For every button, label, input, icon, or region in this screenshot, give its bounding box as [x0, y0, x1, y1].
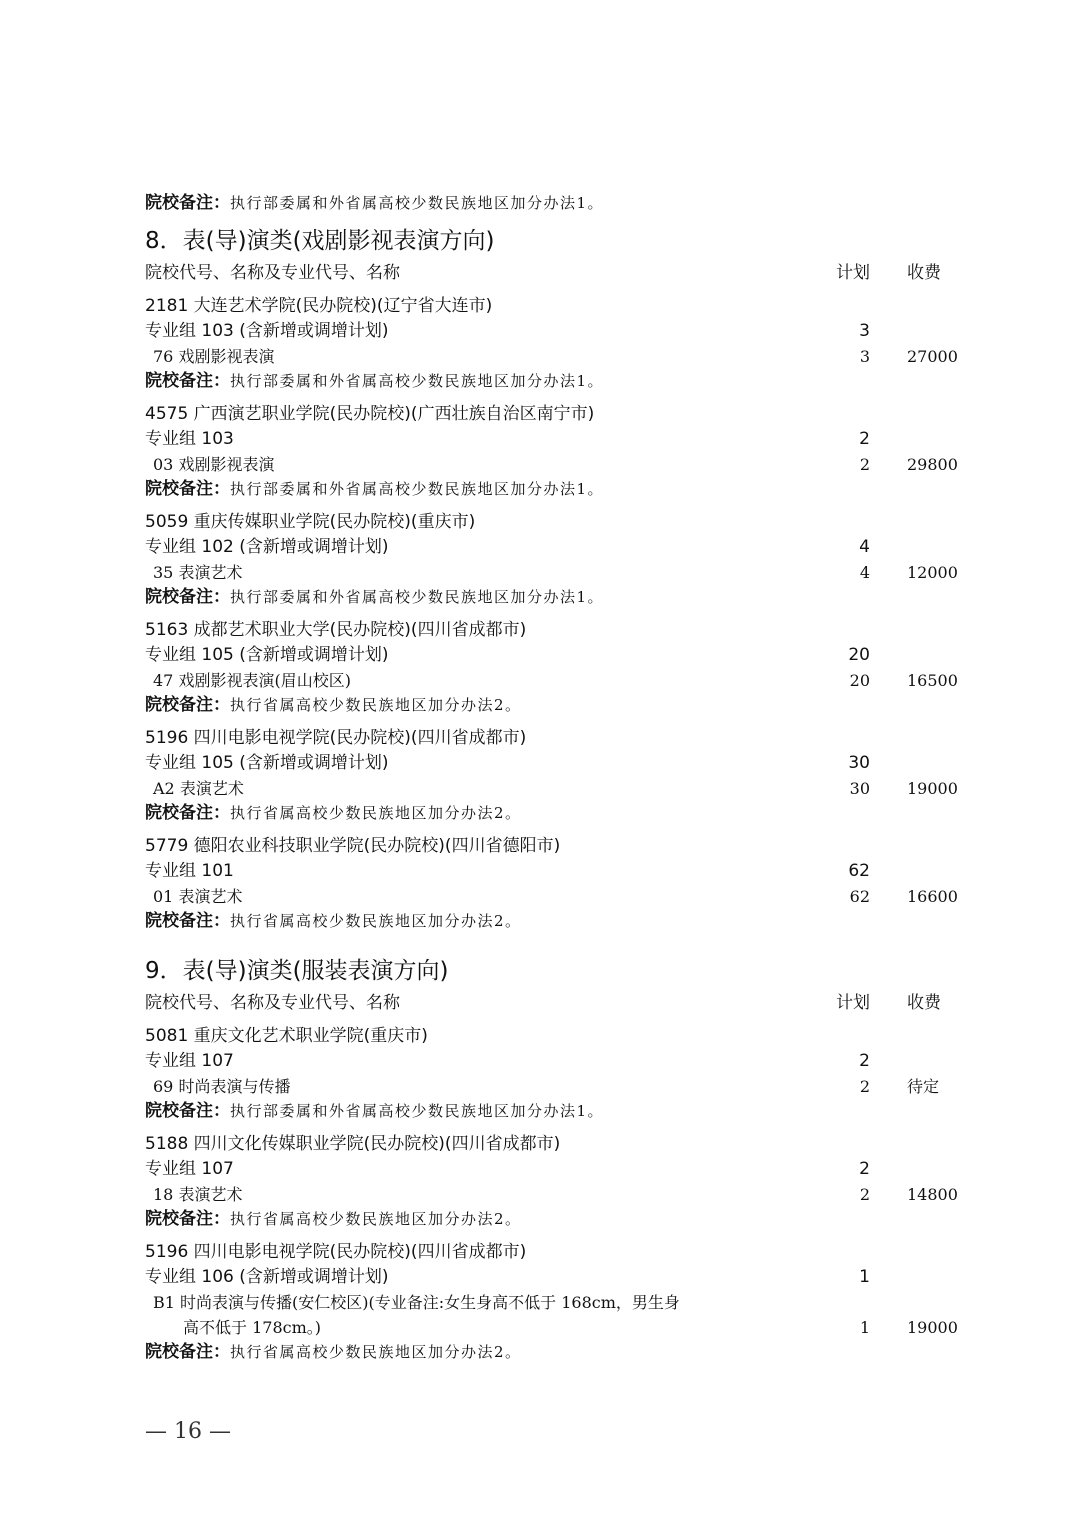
fee-value: 收费	[907, 993, 941, 1013]
fee-value: 19000	[907, 779, 958, 798]
major-row-continued-text: 高不低于 178cm。)	[183, 1318, 322, 1337]
school-name-text: 5188 四川文化传媒职业学院(民办院校)(四川省成都市)	[145, 1134, 561, 1154]
major-row	[145, 452, 965, 477]
plan-value: 2	[859, 429, 870, 449]
fee-value: 14800	[907, 1185, 958, 1204]
school-note	[145, 477, 965, 502]
school-note	[145, 801, 965, 826]
school-note-text	[145, 585, 810, 610]
plan-value: 2	[859, 1185, 870, 1204]
school-note	[145, 693, 965, 718]
plan-value	[810, 726, 870, 751]
major-row-text: 47 戏剧影视表演(眉山校区)	[153, 671, 351, 690]
plan-value: 3	[859, 321, 870, 341]
school-name-text: 5081 重庆文化艺术职业学院(重庆市)	[145, 1026, 428, 1046]
table-header-text: 院校代号、名称及专业代号、名称	[145, 263, 400, 283]
school-note	[145, 1099, 965, 1124]
note-label: 院校备注：	[145, 587, 230, 607]
plan-value: 计划	[836, 263, 870, 283]
school-note	[145, 1340, 965, 1365]
page-number: — 16 —	[145, 1419, 231, 1444]
major-group-text: 专业组 102 (含新增或调增计划)	[145, 537, 389, 557]
major-row	[145, 884, 965, 909]
school-name	[145, 726, 965, 751]
school-entry	[145, 618, 965, 718]
note-label: 院校备注：	[145, 1342, 230, 1362]
major-row-continued	[145, 1315, 965, 1340]
school-entry	[145, 402, 965, 502]
note-label: 院校备注：	[145, 1101, 230, 1121]
school-note-text	[145, 1207, 810, 1232]
fee-value: 收费	[907, 263, 941, 283]
plan-value: 1	[859, 1318, 870, 1337]
major-group-text: 专业组 105 (含新增或调增计划)	[145, 753, 389, 773]
major-group	[145, 1265, 965, 1290]
school-name-text: 4575 广西演艺职业学院(民办院校)(广西壮族自治区南宁市)	[145, 404, 595, 424]
major-row-text: 69 时尚表演与传播	[153, 1077, 291, 1096]
major-group	[145, 535, 965, 560]
major-row-text: 35 表演艺术	[153, 563, 243, 582]
major-group	[145, 751, 965, 776]
major-group	[145, 1049, 965, 1074]
school-name-text: 5059 重庆传媒职业学院(民办院校)(重庆市)	[145, 512, 476, 532]
table-header-text: 院校代号、名称及专业代号、名称	[145, 993, 400, 1013]
table-header	[145, 990, 965, 1018]
major-row	[145, 1182, 965, 1207]
plan-value	[810, 1240, 870, 1265]
school-name-text: 5196 四川电影电视学院(民办院校)(四川省成都市)	[145, 1242, 527, 1262]
school-entry	[145, 510, 965, 610]
major-group	[145, 427, 965, 452]
major-row	[145, 560, 965, 585]
plan-value: 2	[859, 1159, 870, 1179]
major-row-text: 18 表演艺术	[153, 1185, 243, 1204]
school-note-text	[145, 477, 810, 502]
school-name	[145, 1240, 965, 1265]
major-group-text: 专业组 105 (含新增或调增计划)	[145, 645, 389, 665]
plan-value: 3	[859, 347, 870, 366]
major-group	[145, 1157, 965, 1182]
plan-value: 30	[848, 753, 870, 773]
note-content: 执行省属高校少数民族地区加分办法2。	[230, 1210, 522, 1228]
note-label: 院校备注：	[145, 803, 230, 823]
note-label: 院校备注：	[145, 1209, 230, 1229]
fee-value: 19000	[907, 1318, 958, 1337]
plan-value	[810, 1024, 870, 1049]
note-content: 执行省属高校少数民族地区加分办法2。	[230, 912, 522, 930]
note-label: 院校备注：	[145, 695, 230, 715]
school-name	[145, 834, 965, 859]
school-note	[145, 585, 965, 610]
note-content: 执行部委属和外省属高校少数民族地区加分办法1。	[230, 480, 605, 498]
major-row-text: A2 表演艺术	[153, 779, 244, 798]
school-entry	[145, 726, 965, 826]
school-note-text	[145, 801, 810, 826]
note-content: 执行部委属和外省属高校少数民族地区加分办法1。	[230, 194, 605, 212]
school-note	[145, 909, 965, 934]
plan-value	[810, 402, 870, 427]
plan-value: 1	[859, 1267, 870, 1287]
note-content: 执行省属高校少数民族地区加分办法2。	[230, 1343, 522, 1361]
school-note	[145, 191, 965, 216]
major-group-text: 专业组 107	[145, 1051, 234, 1071]
table-header	[145, 260, 965, 288]
major-group	[145, 859, 965, 884]
major-row-text: 76 戏剧影视表演	[153, 347, 275, 366]
school-entry	[145, 1024, 965, 1124]
major-group	[145, 643, 965, 668]
fee-value: 27000	[907, 347, 958, 366]
school-entry	[145, 834, 965, 934]
major-row-text: 01 表演艺术	[153, 887, 243, 906]
note-content: 执行部委属和外省属高校少数民族地区加分办法1。	[230, 1102, 605, 1120]
school-name	[145, 294, 965, 319]
plan-value: 62	[849, 887, 870, 906]
major-row	[145, 1074, 965, 1099]
school-entry	[145, 1240, 965, 1365]
school-name-text: 2181 大连艺术学院(民办院校)(辽宁省大连市)	[145, 296, 493, 316]
fee-value: 29800	[907, 455, 958, 474]
section-title: 9．表(导)演类(服装表演方向)	[145, 958, 449, 984]
plan-value: 30	[849, 779, 870, 798]
school-note	[145, 369, 965, 394]
school-entry	[145, 294, 965, 394]
major-group-text: 专业组 101	[145, 861, 234, 881]
plan-value	[810, 834, 870, 859]
plan-value: 4	[859, 537, 870, 557]
school-name-text: 5779 德阳农业科技职业学院(民办院校)(四川省德阳市)	[145, 836, 561, 856]
fee-value: 12000	[907, 563, 958, 582]
school-note-text	[145, 369, 810, 394]
major-group-text: 专业组 106 (含新增或调增计划)	[145, 1267, 389, 1287]
major-group-text: 专业组 103	[145, 429, 234, 449]
fee-value: 16500	[907, 671, 958, 690]
major-row	[145, 776, 965, 801]
school-note-text	[145, 909, 810, 934]
school-name	[145, 1132, 965, 1157]
plan-value	[810, 1290, 870, 1315]
plan-value: 计划	[836, 993, 870, 1013]
plan-value	[810, 510, 870, 535]
major-row-text: B1 时尚表演与传播(安仁校区)(专业备注:女生身高不低于 168cm，男生身	[153, 1293, 680, 1312]
note-content: 执行省属高校少数民族地区加分办法2。	[230, 696, 522, 714]
school-name-text: 5196 四川电影电视学院(民办院校)(四川省成都市)	[145, 728, 527, 748]
note-content: 执行省属高校少数民族地区加分办法2。	[230, 804, 522, 822]
note-label: 院校备注：	[145, 193, 230, 213]
major-group-text: 专业组 103 (含新增或调增计划)	[145, 321, 389, 341]
note-label: 院校备注：	[145, 911, 230, 931]
plan-value: 2	[859, 1077, 870, 1096]
school-note-text	[145, 1340, 810, 1365]
plan-value: 62	[848, 861, 870, 881]
plan-value	[810, 618, 870, 643]
school-name	[145, 618, 965, 643]
note-label: 院校备注：	[145, 371, 230, 391]
note-content: 执行部委属和外省属高校少数民族地区加分办法1。	[230, 372, 605, 390]
school-note-text	[145, 1099, 810, 1124]
major-row	[145, 1290, 965, 1315]
school-entry	[145, 1132, 965, 1232]
school-name	[145, 1024, 965, 1049]
plan-value: 20	[849, 671, 870, 690]
major-group	[145, 319, 965, 344]
note-content: 执行部委属和外省属高校少数民族地区加分办法1。	[230, 588, 605, 606]
plan-value	[810, 294, 870, 319]
major-group-text: 专业组 107	[145, 1159, 234, 1179]
plan-value: 4	[859, 563, 870, 582]
school-note-text	[145, 191, 810, 216]
plan-value: 20	[848, 645, 870, 665]
school-note-text	[145, 693, 810, 718]
major-row	[145, 344, 965, 369]
fee-value: 待定	[907, 1077, 940, 1096]
school-note	[145, 1207, 965, 1232]
major-row	[145, 668, 965, 693]
plan-value	[810, 1132, 870, 1157]
school-name	[145, 402, 965, 427]
major-row-text: 03 戏剧影视表演	[153, 455, 275, 474]
plan-value: 2	[859, 1051, 870, 1071]
section-title: 8．表(导)演类(戏剧影视表演方向)	[145, 228, 495, 254]
school-name-text: 5163 成都艺术职业大学(民办院校)(四川省成都市)	[145, 620, 527, 640]
document-body	[145, 191, 965, 1365]
school-name	[145, 510, 965, 535]
plan-value: 2	[859, 455, 870, 474]
fee-value: 16600	[907, 887, 958, 906]
note-label: 院校备注：	[145, 479, 230, 499]
